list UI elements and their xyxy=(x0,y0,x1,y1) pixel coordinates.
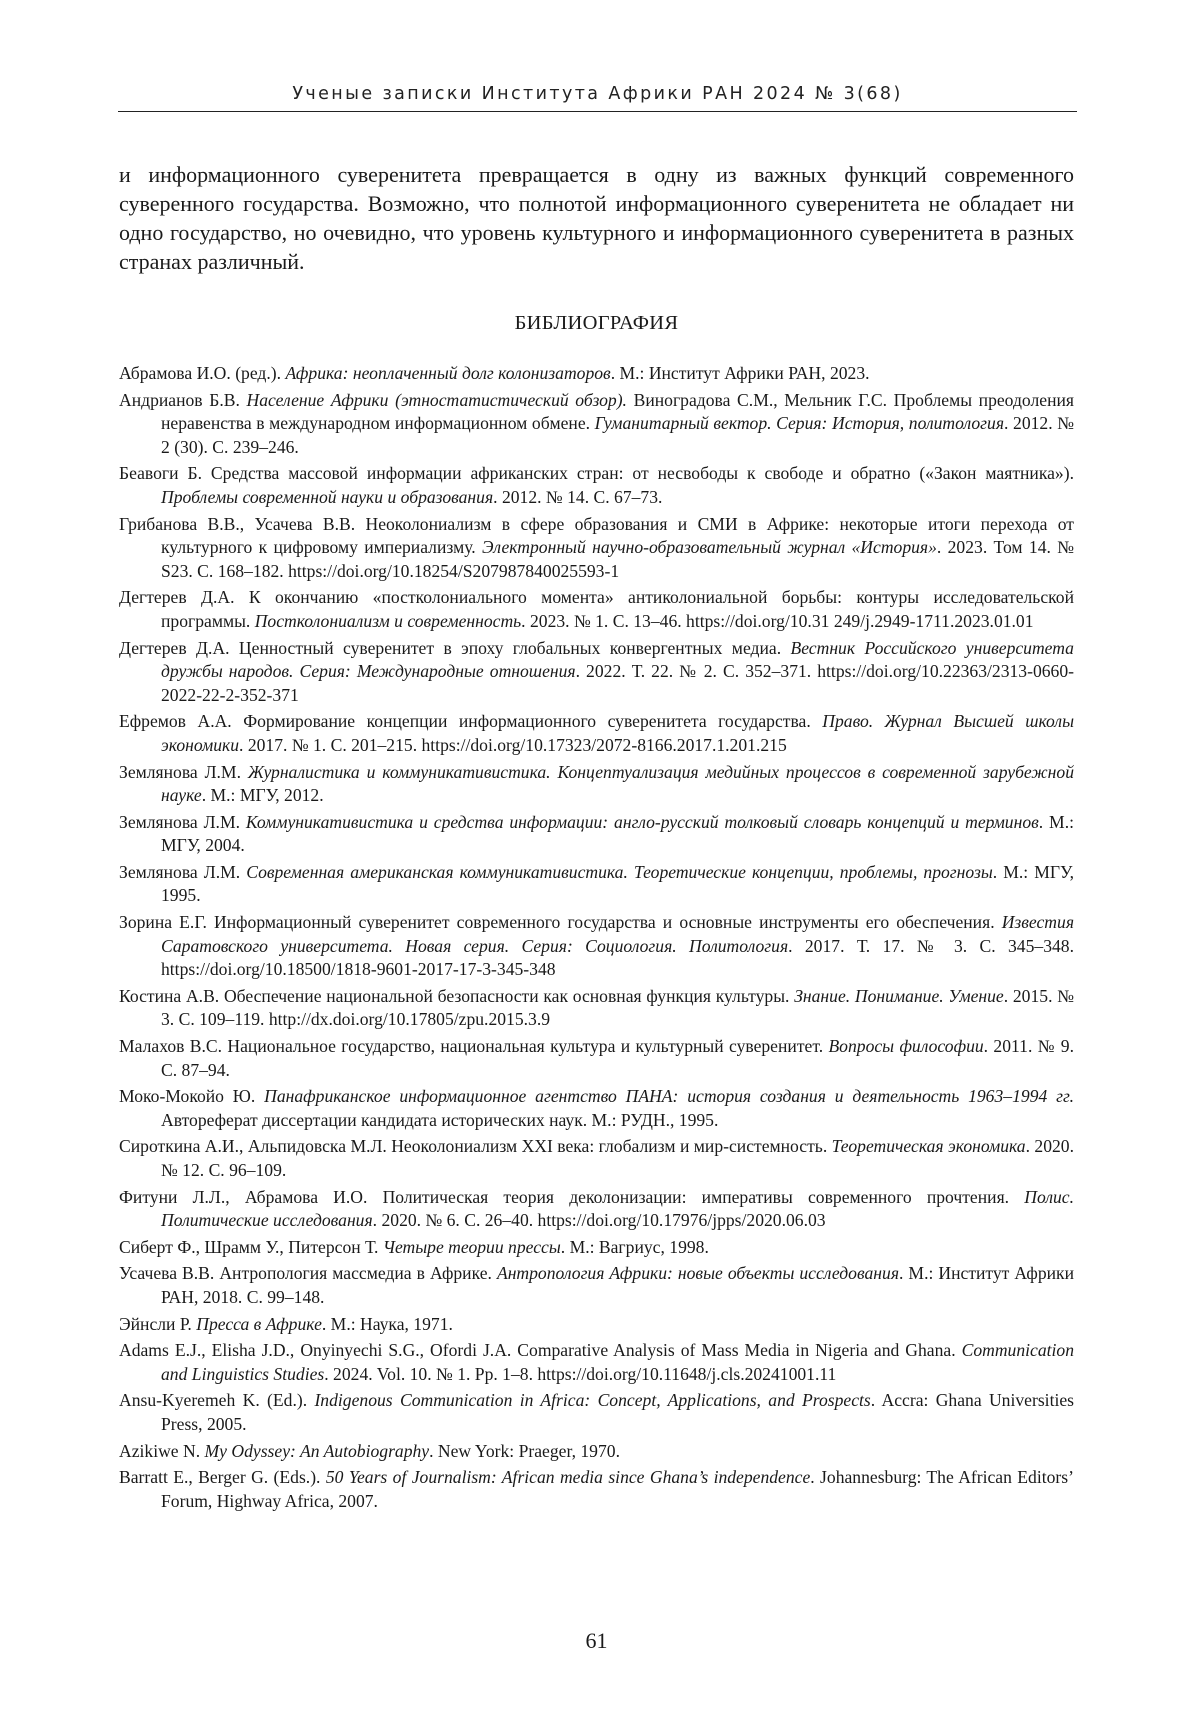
entry-text: . 2012. № 14. С. 67–73. xyxy=(493,486,663,507)
entry-title: My Odyssey: An Autobiography xyxy=(204,1440,430,1461)
entry-text: . 2020. № 12. С. 96–109. xyxy=(161,1136,1074,1180)
entry-text: . М.: Наука, 1971. xyxy=(321,1313,453,1334)
entry-text: Adams E.J., Elisha J.D., Onyinyechi S.G., Ofordi J.A. Comparative Analysis of Mass Media in Nigeria and Ghana. xyxy=(119,1340,962,1361)
entry-text: . М.: Вагриус, 1998. xyxy=(560,1236,709,1257)
entry-text: Андрианов Б.В. xyxy=(119,389,247,410)
entry-text: Абрамова И.О. (ред.). xyxy=(119,363,286,383)
entry-text: . М.: МГУ, 2012. xyxy=(201,785,324,806)
entry-text: Зорина Е.Г. Информационный суверенитет современного государства и основные инструменты его обеспечения. xyxy=(119,912,1002,933)
entry-text: Azikiwe N. xyxy=(119,1440,205,1461)
bibliography-entry xyxy=(119,586,1074,633)
entry-title: Проблемы современной науки и образования xyxy=(161,486,494,507)
entry-title: Четыре теории прессы xyxy=(382,1236,561,1257)
entry-text: Беавоги Б. Средства массовой информации африканских стран: от несвободы к свободе и обратно («Закон маятника»). xyxy=(119,463,1074,484)
entry-text: Моко-Мокойо Ю. xyxy=(119,1086,265,1107)
entry-title: Пресса в Африке xyxy=(196,1313,322,1334)
entry-text: Сиберт Ф., Шрамм У., Питерсон Т. xyxy=(119,1236,383,1257)
entry-title: Communication and Linguistics Studies xyxy=(161,1340,1074,1384)
entry-text: . Johannesburg: The African Editors’ Forum, Highway Africa, 2007. xyxy=(161,1467,1074,1511)
entry-text: Малахов В.С. Национальное государство, национальная культура и культурный суверенитет. xyxy=(119,1036,829,1057)
bibliography-list xyxy=(119,362,1074,1516)
entry-text: Ansu-Kyeremeh K. (Ed.). xyxy=(119,1390,315,1411)
entry-title: Постколониализм и современность xyxy=(254,610,522,631)
entry-text: . 2011. № 9. С. 87–94. xyxy=(161,1036,1074,1080)
entry-text: . 2012. № 2 (30). С. 239–246. xyxy=(161,413,1075,457)
bibliography-entry xyxy=(119,1440,1074,1464)
entry-title: Журналистика и коммуникативистика. Концептуализация медийных процессов в современной зарубежной науке xyxy=(161,761,1074,806)
bibliography-entry xyxy=(119,1466,1074,1513)
entry-text: Грибанова В.В., Усачева В.В. Неоколониализм в сфере образования и СМИ в Африке: некоторые итоги перехода от культурного к цифровому империализму. xyxy=(119,513,1074,558)
entry-text: Сироткина А.И., Альпидовска М.Л. Неоколониализм XXI века: глобализм и мир-системность. xyxy=(119,1136,832,1157)
entry-text: . 2023. № 1. С. 13–46. https://doi.org/10.31 249/j.2949-1711.2023.01.01 xyxy=(521,610,1034,631)
entry-text: Землянова Л.М. xyxy=(119,811,246,832)
entry-text: . 2024. Vol. 10. № 1. Pp. 1–8. https://doi.org/10.11648/j.cls.20241001.11 xyxy=(324,1363,837,1384)
entry-text: Фитуни Л.Л., Абрамова И.О. Политическая теория деколонизации: императивы современного прочтения. xyxy=(119,1186,1025,1207)
entry-title: 50 Years of Journalism: African media since Ghana’s independence xyxy=(325,1467,811,1488)
page-number: 61 xyxy=(585,1628,608,1653)
bibliography-entry xyxy=(119,1085,1074,1132)
entry-text: Автореферат диссертации кандидата исторических наук. М.: РУДН., 1995. xyxy=(161,1109,719,1130)
entry-text: Дегтерев Д.А. Ценностный суверенитет в эпоху глобальных конвергентных медиа. xyxy=(119,637,791,658)
entry-text: . М.: Институт Африки РАН, 2023. xyxy=(610,363,870,383)
bibliography-entry xyxy=(119,1035,1074,1082)
bibliography-entry xyxy=(119,1389,1074,1436)
bibliography-entry xyxy=(119,389,1074,460)
entry-title: Антропология Африки: новые объекты исследования xyxy=(496,1263,899,1284)
entry-title: Вопросы философии xyxy=(828,1036,984,1057)
bibliography-entry xyxy=(119,637,1074,708)
running-header: Ученые записки Института Африки РАН 2024 № 3(68) xyxy=(292,84,903,104)
bibliography-entry xyxy=(119,861,1074,908)
entry-title: Вестник Российского университета дружбы народов. Серия: Международные отношения xyxy=(161,637,1074,682)
entry-title: Африка: неоплаченный долг колонизаторов xyxy=(285,363,611,383)
bibliography-entry xyxy=(119,362,1074,386)
entry-text: Эйнсли Р. xyxy=(119,1313,197,1334)
entry-text: . М.: МГУ, 1995. xyxy=(161,861,1074,906)
entry-text: . 2020. № 6. С. 26–40. https://doi.org/10.17976/jpps/2020.06.03 xyxy=(372,1210,826,1231)
bibliography-entry xyxy=(119,1236,1074,1260)
entry-text: Barratt E., Berger G. (Eds.). xyxy=(119,1467,326,1488)
entry-text: Ефремов А.А. Формирование концепции информационного суверенитета государства. xyxy=(119,711,823,732)
entry-text: . 2017. № 1. С. 201–215. https://doi.org/10.17323/2072-8166.2017.1.201.215 xyxy=(239,734,787,755)
entry-title: Электронный научно-образовательный журнал «История» xyxy=(481,537,937,558)
entry-text: Виноградова С.М., Мельник Г.С. Проблемы преодоления неравенства в международном информационном обмене. xyxy=(161,389,1074,434)
header-divider xyxy=(118,111,1077,112)
bibliography-entry xyxy=(119,1262,1074,1309)
entry-title: Полис. Политические исследования xyxy=(161,1186,1074,1231)
bibliography-entry xyxy=(119,462,1074,509)
entry-text: . М.: МГУ, 2004. xyxy=(161,811,1074,856)
entry-text: . 2023. Том 14. № S23. С. 168–182. https://doi.org/10.18254/S207987840025593-1 xyxy=(161,537,1075,581)
entry-title: Знание. Понимание. Умение xyxy=(794,985,1004,1006)
bibliography-entry xyxy=(119,911,1074,982)
entry-text: . Accra: Ghana Universities Press, 2005. xyxy=(161,1390,1074,1434)
entry-title: Indigenous Communication in Africa: Concept, Applications, and Prospects xyxy=(314,1390,871,1411)
entry-text: . 2015. № 3. С. 109–119. http://dx.doi.org/10.17805/zpu.2015.3.9 xyxy=(161,985,1074,1030)
body-paragraph: и информационного суверенитета превращается в одну из важных функций современного суверенного государства. Возможно, что полнотой информационного суверенитета не обладает ни одно государство, но очевидно, что уровень культурного и информационного суверенитета в разных странах различный. xyxy=(119,162,1074,274)
bibliography-entry xyxy=(119,761,1074,808)
bibliography-entry xyxy=(119,1186,1074,1233)
entry-text: Костина А.В. Обеспечение национальной безопасности как основная функция культуры. xyxy=(119,985,795,1006)
entry-text: Землянова Л.М. xyxy=(119,761,248,782)
entry-title: Теоретическая экономика xyxy=(831,1136,1026,1157)
entry-title: Современная американская коммуникативистика. Теоретические концепции, проблемы, прогнозы xyxy=(246,861,993,882)
entry-text: . New York: Praeger, 1970. xyxy=(429,1440,620,1461)
bibliography-entry xyxy=(119,1313,1074,1337)
entry-text: . М.: Институт Африки РАН, 2018. С. 99–148. xyxy=(161,1263,1074,1307)
entry-text: Усачева В.В. Антропология массмедиа в Африке. xyxy=(119,1263,497,1284)
bibliography-entry xyxy=(119,710,1074,757)
bibliography-entry xyxy=(119,811,1074,858)
entry-title: Панафриканское информационное агентство ПАНА: история создания и деятельность 1963–1994 гг. xyxy=(264,1086,1074,1107)
entry-title: Гуманитарный вектор. Серия: История, политология xyxy=(594,413,1005,434)
entry-title: Население Африки (этностатистический обзор). xyxy=(246,389,627,410)
entry-text: . 2022. Т. 22. № 2. С. 352–371. https://doi.org/10.22363/2313-0660-2022-22-2-352-371 xyxy=(161,661,1074,705)
bibliography-entry xyxy=(119,513,1074,584)
bibliography-heading: БИБЛИОГРАФИЯ xyxy=(514,312,679,334)
entry-title: Коммуникативистика и средства информации: англо-русский толковый словарь концепций и терминов xyxy=(245,811,1039,832)
entry-text: Землянова Л.М. xyxy=(119,861,247,882)
entry-text: . 2017. Т. 17. № 3. С. 345–348. https://doi.org/10.18500/1818-9601-2017-17-3-345-348 xyxy=(161,935,1074,980)
bibliography-entry xyxy=(119,985,1074,1032)
entry-title: Известия Саратовского университета. Новая серия. Серия: Социология. Политология xyxy=(161,912,1074,956)
bibliography-entry xyxy=(119,1339,1074,1386)
entry-title: Право. Журнал Высшей школы экономики xyxy=(161,711,1074,755)
entry-text: Дегтерев Д.А. К окончанию «постколониального момента» антиколониальной борьбы: контуры исследовательской программы. xyxy=(119,587,1074,631)
bibliography-entry xyxy=(119,1135,1074,1182)
